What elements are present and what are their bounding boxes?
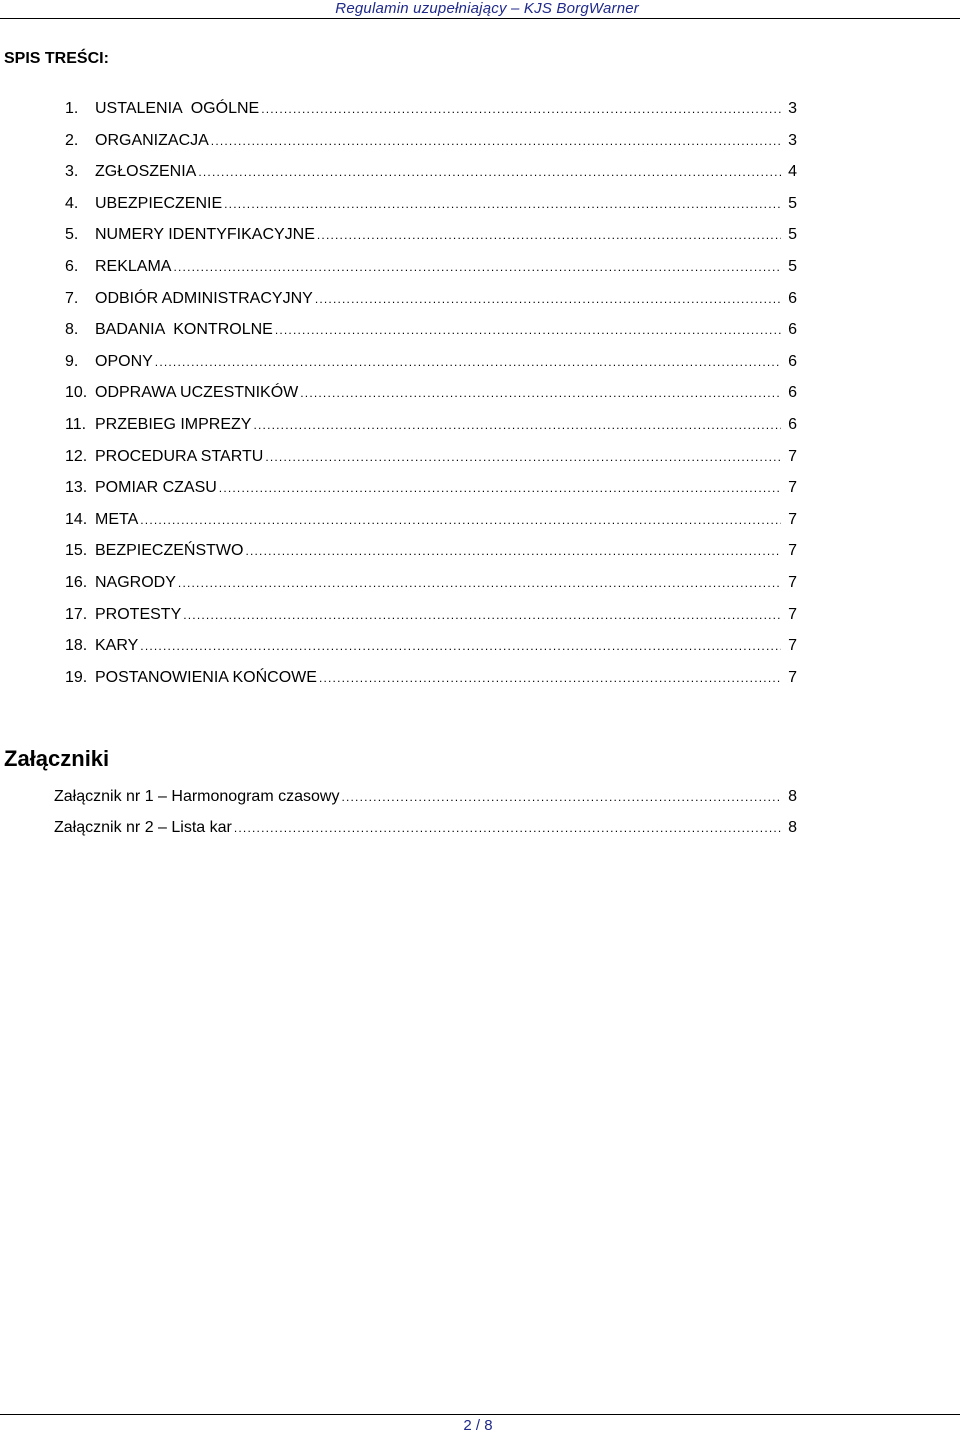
dot-leader [224,193,781,215]
toc-item-page: 5 [788,257,797,275]
toc-item-page: 7 [788,542,797,560]
dot-leader [219,477,781,499]
dot-leader [155,351,781,373]
footer-divider [0,1414,960,1415]
toc-item-page: 3 [788,100,797,117]
toc-item[interactable] [65,667,797,699]
toc-item-label: REKLAMA [95,257,172,275]
toc-item-number: 7. [65,289,79,307]
toc-item-label: META [95,510,139,528]
toc-item-number: 4. [65,194,79,212]
attachment-item[interactable] [54,817,797,848]
toc-item[interactable] [65,635,797,667]
toc-item[interactable] [65,193,797,225]
toc-item[interactable] [65,414,797,446]
attachment-item-page: 8 [788,819,797,836]
toc-item-number: 12. [65,447,88,465]
toc-item-number: 9. [65,352,79,370]
toc-item-label: KARY [95,637,139,655]
toc-item[interactable] [65,477,797,509]
toc-item[interactable] [65,288,797,320]
dot-leader [211,130,781,152]
toc-item-number: 6. [65,257,79,275]
page-header [0,0,960,18]
dot-leader [173,256,781,278]
dot-leader [140,509,781,531]
toc-item[interactable] [65,130,797,162]
toc-item-label: NUMERY IDENTYFIKACYJNE [95,226,315,244]
dot-leader [178,572,781,594]
toc-item[interactable] [65,319,797,351]
toc-item-label: PROTESTY [95,605,182,623]
dot-leader [315,288,781,310]
toc-item-number: 16. [65,573,88,591]
header-divider [0,18,960,19]
toc-item[interactable] [65,351,797,383]
toc-item[interactable] [65,572,797,604]
attachments-list [54,786,797,848]
dot-leader [300,382,781,404]
toc-item-label: ODBIÓR ADMINISTRACYJNY [95,289,313,307]
toc-item[interactable] [65,256,797,288]
toc-item-label: BEZPIECZEŃSTWO [95,542,244,560]
toc-item[interactable] [65,98,797,130]
toc-item-number: 10. [65,384,88,402]
toc-item[interactable] [65,540,797,572]
dot-leader [253,414,781,436]
toc-item[interactable] [65,604,797,636]
toc-item-page: 7 [788,605,797,623]
toc-item[interactable] [65,509,797,541]
toc-item-page: 6 [788,289,797,307]
toc-item-page: 5 [788,226,797,244]
dot-leader [140,635,781,657]
dot-leader [234,817,781,839]
toc-item-number: 15. [65,542,88,560]
toc-item-page: 7 [788,479,797,497]
toc-item-page: 6 [788,352,797,370]
toc-item-label: ODPRAWA UCZESTNIKÓW [95,384,299,402]
toc-item-page: 6 [788,415,797,433]
attachment-item-label: Załącznik nr 1 – Harmonogram czasowy [54,788,340,805]
toc-item-label: USTALENIA OGÓLNE [95,100,260,117]
toc-item-page: 3 [788,131,797,149]
dot-leader [261,98,781,120]
toc-item-number: 8. [65,321,79,339]
toc-heading: SPIS TREŚCI: [4,50,109,67]
attachment-item-label: Załącznik nr 2 – Lista kar [54,819,232,836]
toc-item-number: 1. [65,100,79,117]
attachments-heading: Załączniki [4,746,110,771]
toc-item-number: 14. [65,510,88,528]
toc-item-page: 7 [788,637,797,655]
toc-item-number: 19. [65,668,88,686]
dot-leader [265,446,781,468]
toc-list [65,98,797,698]
page-indicator: 2 / 8 [463,1417,493,1434]
dot-leader [183,604,781,626]
toc-item-label: OPONY [95,352,153,370]
toc-item-number: 17. [65,605,88,623]
dot-leader [319,667,781,689]
toc-item-page: 4 [788,163,797,181]
toc-item-number: 3. [65,163,79,181]
toc-item-number: 5. [65,226,79,244]
toc-item-label: PROCEDURA STARTU [95,447,264,465]
toc-item-number: 13. [65,479,88,497]
toc-item-page: 7 [788,447,797,465]
toc-item-number: 18. [65,637,88,655]
toc-item[interactable] [65,224,797,256]
attachment-item-page: 8 [788,788,797,805]
dot-leader [317,224,781,246]
toc-item[interactable] [65,446,797,478]
attachment-item[interactable] [54,786,797,817]
toc-item[interactable] [65,382,797,414]
toc-item-label: POSTANOWIENIA KOŃCOWE [95,668,317,686]
toc-item-page: 7 [788,668,797,686]
dot-leader [275,319,781,341]
toc-item-page: 7 [788,573,797,591]
toc-item-label: PRZEBIEG IMPREZY [95,415,252,433]
toc-item-page: 6 [788,321,797,339]
toc-item-label: POMIAR CZASU [95,479,217,497]
toc-item-page: 7 [788,510,797,528]
toc-item-label: BADANIA KONTROLNE [95,321,273,339]
dot-leader [341,786,781,808]
toc-item-label: ORGANIZACJA [95,131,209,149]
toc-item-page: 5 [788,194,797,212]
toc-item[interactable] [65,161,797,193]
toc-item-page: 6 [788,384,797,402]
dot-leader [198,161,781,183]
document-title: Regulamin uzupełniający – KJS BorgWarner [335,0,639,17]
dot-leader [245,540,781,562]
toc-item-label: UBEZPIECZENIE [95,194,223,212]
toc-item-label: NAGRODY [95,573,176,591]
toc-item-label: ZGŁOSZENIA [95,163,197,181]
toc-item-number: 11. [65,415,87,433]
toc-item-number: 2. [65,131,79,149]
